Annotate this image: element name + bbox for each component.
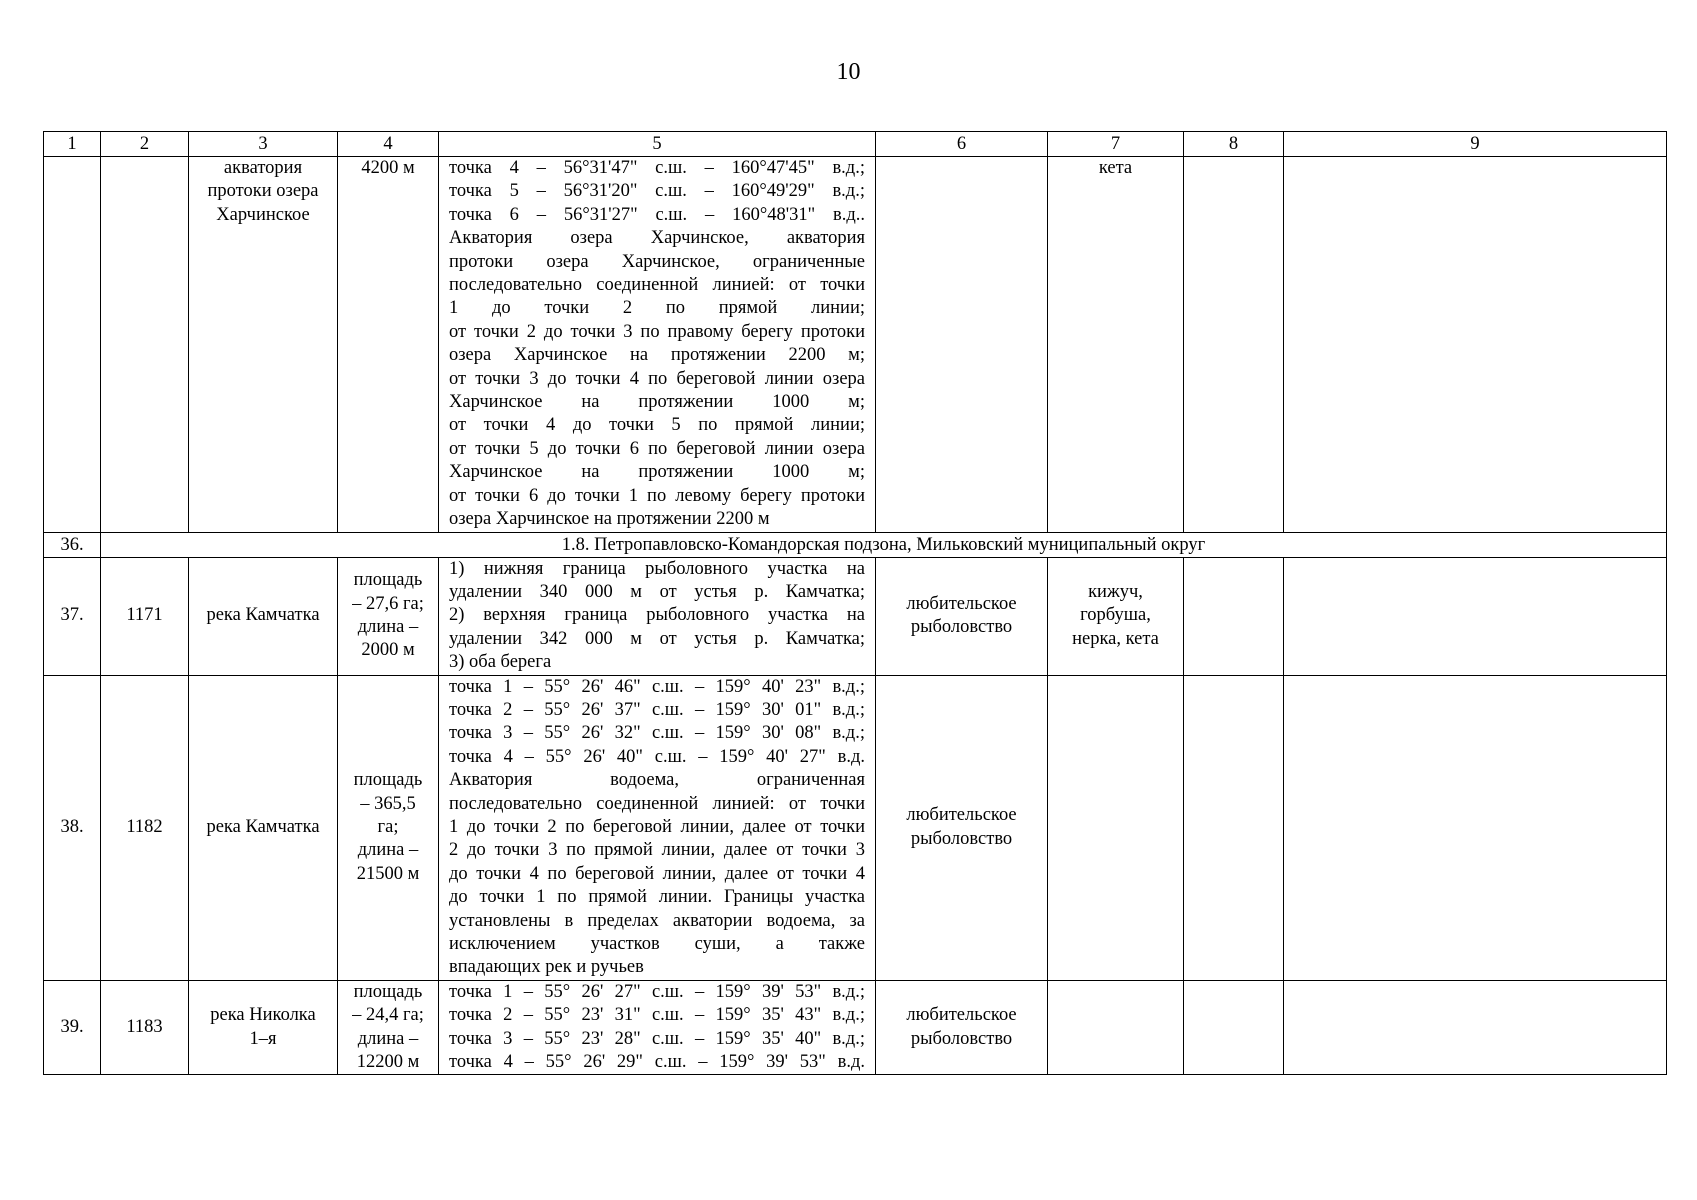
water-body-line: протоки озера <box>207 181 319 202</box>
area-size-line: 12200 м <box>356 1052 420 1073</box>
fishing-type-line: рыболовство <box>910 617 1013 638</box>
column-header: 6 <box>876 132 1048 157</box>
description-line: точка 3 – 55° 23' 28" с.ш. – 159° 35' 40" в.д.; <box>449 1028 865 1049</box>
water-body-line: 1–я <box>249 1028 277 1049</box>
area-size-line: 4200 м <box>361 158 415 178</box>
section-number-cell: 36. <box>44 532 101 557</box>
description-line: Харчинское на протяжении 1000 м; <box>449 462 865 483</box>
area-size-line: длина – <box>357 617 419 638</box>
area-size-line: площадь <box>353 570 423 591</box>
fishing-type-line: рыболовство <box>910 1028 1013 1049</box>
area-size-cell <box>338 675 439 980</box>
description-line: точка 2 – 55° 23' 31" с.ш. – 159° 35' 43" в.д.; <box>449 1005 865 1026</box>
water-body-line: Харчинское <box>216 204 310 225</box>
table-row <box>44 675 1667 980</box>
area-size-line: площадь <box>353 981 423 1002</box>
column-header: 1 <box>44 132 101 157</box>
row-number-cell: 39. <box>44 980 101 1075</box>
boundary-description-cell <box>439 980 876 1075</box>
fishing-type-cell <box>876 675 1048 980</box>
description-line: озера Харчинское на протяжении 2200 м <box>449 509 770 530</box>
description-line: точка 4 – 55° 26' 29" с.ш. – 159° 39' 53" в.д. <box>449 1052 865 1073</box>
area-size-line: длина – <box>357 840 419 861</box>
description-line: последовательно соединенной линией: от точки <box>449 275 865 296</box>
table-row <box>44 980 1667 1075</box>
area-size-line: – 27,6 га; <box>352 593 424 614</box>
description-line: впадающих рек и ручьев <box>449 957 644 978</box>
table-row <box>44 157 1667 533</box>
fishing-type-cell <box>876 157 1048 533</box>
description-line: удалении 342 000 м от устья р. Камчатка; <box>449 628 865 649</box>
row-number-cell: 38. <box>44 675 101 980</box>
page-number: 10 <box>836 59 861 85</box>
species-cell <box>1048 157 1184 533</box>
description-line: последовательно соединенной линией: от точки <box>449 793 865 814</box>
description-line: от точки 6 до точки 1 по левому берегу протоки <box>449 485 865 506</box>
area-number-cell: 1183 <box>101 980 189 1075</box>
fishing-type-line: рыболовство <box>910 828 1013 849</box>
water-body-line: акватория <box>223 158 303 178</box>
description-line: от точки 5 до точки 6 по береговой линии озера <box>449 438 865 459</box>
area-size-line: – 24,4 га; <box>352 1005 424 1026</box>
column-9-cell <box>1284 157 1667 533</box>
area-size-line: 21500 м <box>356 863 420 884</box>
area-size-line: га; <box>377 816 399 837</box>
boundary-description-cell <box>439 157 876 533</box>
column-8-cell <box>1184 157 1284 533</box>
description-line: точка 1 – 55° 26' 46" с.ш. – 159° 40' 23" в.д.; <box>449 676 865 697</box>
boundary-description-cell <box>439 557 876 675</box>
water-body-cell <box>189 157 338 533</box>
description-line: установлены в пределах акватории водоема, за <box>449 910 865 931</box>
description-line: 3) оба берега <box>449 652 552 673</box>
column-header: 8 <box>1184 132 1284 157</box>
area-size-cell <box>338 157 439 533</box>
water-body-line: река Камчатка <box>206 816 320 837</box>
description-line: озера Харчинское на протяжении 2200 м; <box>449 345 865 366</box>
description-line: до точки 4 по береговой линии, далее от точки 4 <box>449 863 865 884</box>
section-title-cell: 1.8. Петропавловско-Командорская подзона, Мильковский муниципальный округ <box>101 532 1667 557</box>
fishing-type-cell <box>876 557 1048 675</box>
water-body-line: река Николка <box>210 1005 316 1026</box>
column-number-row <box>44 132 1667 157</box>
area-number-cell <box>101 157 189 533</box>
fishing-type-line: любительское <box>906 1005 1017 1026</box>
description-line: до точки 1 по прямой линии. Границы участка <box>449 887 865 908</box>
column-header: 4 <box>338 132 439 157</box>
table-body <box>44 157 1667 1075</box>
boundary-description-cell <box>439 675 876 980</box>
column-header: 2 <box>101 132 189 157</box>
description-line: точка 4 – 55° 26' 40" с.ш. – 159° 40' 27" в.д. <box>449 746 865 767</box>
description-line: точка 2 – 55° 26' 37" с.ш. – 159° 30' 01" в.д.; <box>449 699 865 720</box>
description-line: от точки 2 до точки 3 по правому берегу протоки <box>449 321 865 342</box>
water-body-line: река Камчатка <box>206 605 320 626</box>
species-line: кета <box>1098 158 1133 178</box>
area-number-cell: 1182 <box>101 675 189 980</box>
column-header: 5 <box>439 132 876 157</box>
water-body-cell <box>189 557 338 675</box>
description-line: 1 до точки 2 по прямой линии; <box>449 298 865 319</box>
description-line: удалении 340 000 м от устья р. Камчатка; <box>449 581 865 602</box>
column-8-cell <box>1184 557 1284 675</box>
area-size-line: длина – <box>357 1028 419 1049</box>
column-header: 3 <box>189 132 338 157</box>
species-line: кижуч, <box>1088 581 1143 602</box>
description-line: исключением участков суши, а также <box>449 934 865 954</box>
fishing-type-cell <box>876 980 1048 1075</box>
description-line: от точки 4 до точки 5 по прямой линии; <box>449 415 865 436</box>
description-line: Акватория водоема, ограниченная <box>449 770 865 791</box>
species-line: нерка, кета <box>1072 628 1159 649</box>
species-line: горбуша, <box>1080 605 1151 626</box>
description-line: точка 4 – 56°31'47" с.ш. – 160°47'45" в.д.; <box>449 158 865 178</box>
description-line: 2) верхняя граница рыболовного участка на <box>449 605 865 626</box>
row-number-cell: 37. <box>44 557 101 675</box>
area-size-cell <box>338 980 439 1075</box>
fishing-areas-table <box>43 131 1667 1075</box>
area-size-line: площадь <box>353 770 423 791</box>
species-cell <box>1048 675 1184 980</box>
description-line: точка 3 – 55° 26' 32" с.ш. – 159° 30' 08" в.д.; <box>449 723 865 744</box>
description-line: точка 1 – 55° 26' 27" с.ш. – 159° 39' 53" в.д.; <box>449 981 865 1002</box>
description-line: точка 6 – 56°31'27" с.ш. – 160°48'31" в.д.. <box>449 204 865 225</box>
water-body-cell <box>189 980 338 1075</box>
description-line: Акватория озера Харчинское, акватория <box>449 228 865 249</box>
description-line: точка 5 – 56°31'20" с.ш. – 160°49'29" в.д.; <box>449 181 865 202</box>
description-line: 1) нижняя граница рыболовного участка на <box>449 558 865 579</box>
area-size-line: 2000 м <box>361 640 415 661</box>
area-size-line: – 365,5 <box>360 793 416 814</box>
column-9-cell <box>1284 557 1667 675</box>
column-header: 7 <box>1048 132 1184 157</box>
column-9-cell <box>1284 980 1667 1075</box>
row-number-cell <box>44 157 101 533</box>
description-line: 1 до точки 2 по береговой линии, далее от точки <box>449 816 865 837</box>
water-body-cell <box>189 675 338 980</box>
area-size-cell <box>338 557 439 675</box>
area-number-cell: 1171 <box>101 557 189 675</box>
fishing-type-line: любительское <box>906 805 1017 826</box>
column-header: 9 <box>1284 132 1667 157</box>
species-cell <box>1048 980 1184 1075</box>
column-8-cell <box>1184 980 1284 1075</box>
section-row <box>44 532 1667 557</box>
description-line: 2 до точки 3 по прямой линии, далее от точки 3 <box>449 840 865 861</box>
table-row <box>44 557 1667 675</box>
fishing-type-line: любительское <box>906 593 1017 614</box>
species-cell <box>1048 557 1184 675</box>
column-9-cell <box>1284 675 1667 980</box>
description-line: Харчинское на протяжении 1000 м; <box>449 392 865 413</box>
description-line: протоки озера Харчинское, ограниченные <box>449 251 865 272</box>
description-line: от точки 3 до точки 4 по береговой линии озера <box>449 368 865 389</box>
column-8-cell <box>1184 675 1284 980</box>
